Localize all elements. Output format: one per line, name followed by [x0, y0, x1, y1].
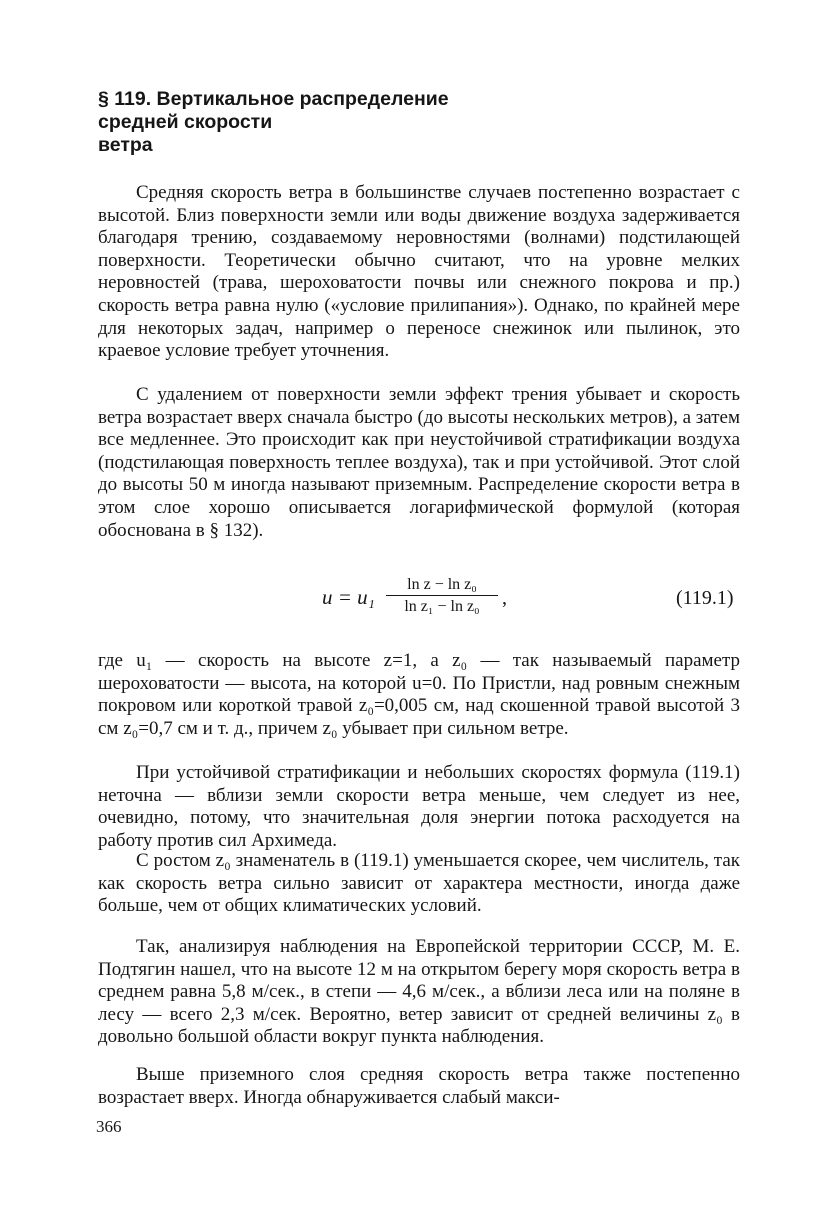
paragraph-5: С ростом z₀ знаменатель в (119.1) уменьшается скорее, чем числитель, так как скорость ветра сильно зависит от характера местности, иногда даже больше, чем от общих климатических условий.	[98, 850, 740, 917]
paragraph-7: Выше приземного слоя средняя скорость ветра также постепенно возрастает вверх. Иногда обнаруживается слабый макси-	[98, 1064, 740, 1108]
formula-fraction	[386, 574, 498, 617]
heading-line-2: средней скорости	[98, 111, 273, 133]
equation-number: (119.1)	[676, 587, 734, 609]
paragraph-3: где u₁ — скорость на высоте z=1, а z₀ — так называемый параметр шероховатости — высота, на которой u=0. По Пристли, над ровным снежным покровом или короткой травой z₀=0,005 см, над скошенной травой высотой 3 см z₀=0,7 см и т. д., причем z₀ убывает при сильном ветре.	[98, 650, 740, 739]
heading-line-3: ветра	[98, 134, 153, 156]
formula-comma: ,	[502, 587, 507, 609]
formula-numerator: ln z − ln z₀	[386, 574, 498, 596]
paragraph-2: С удалением от поверхности земли эффект трения убывает и скорость ветра возрастает вверх сначала быстро (до высоты нескольких метров), а затем все медленнее. Это происходит как при неустойчивой стратификации воздуха (подстилающая поверхность теплее воздуха), так и при устойчивой. Этот слой до высоты 50 м иногда называют приземным. Распределение скорости ветра в этом слое хорошо описывается логарифмической формулой (которая обоснована в § 132).	[98, 384, 740, 541]
heading-line-1: § 119. Вертикальное распределение	[98, 88, 449, 110]
formula-119-1	[0, 574, 832, 634]
paragraph-4: При устойчивой стратификации и небольших скоростях формула (119.1) неточна — вблизи земли скорости ветра меньше, чем следует из нее, очевидно, потому, что значительная доля энергии потока расходуется на работу против сил Архимеда.	[98, 762, 740, 851]
formula-lhs: u = u₁	[322, 585, 375, 609]
paragraph-6: Так, анализируя наблюдения на Европейской территории СССР, М. Е. Подтягин нашел, что на высоте 12 м на открытом берегу моря скорость ветра в среднем равна 5,8 м/сек., в степи — 4,6 м/сек., а вблизи леса или на поляне в лесу — всего 2,3 м/сек. Вероятно, ветер зависит от средней величины z₀ в довольно большой области вокруг пункта наблюдения.	[98, 936, 740, 1048]
page-number: 366	[96, 1117, 122, 1136]
formula-denominator: ln z₁ − ln z₀	[404, 598, 480, 615]
section-heading	[98, 88, 518, 157]
paragraph-1: Средняя скорость ветра в большинстве случаев постепенно возрастает с высотой. Близ поверхности земли или воды движение воздуха задерживается благодаря трению, создаваемому неровностями (волнами) подстилающей поверхности. Теоретически обычно считают, что на уровне мелких неровностей (трава, шероховатости почвы или снежного покрова и пр.) скорость ветра равна нулю («условие прилипания»). Однако, по крайней мере для некоторых задач, например о переносе снежинок или пылинок, это краевое условие требует уточнения.	[98, 182, 740, 362]
